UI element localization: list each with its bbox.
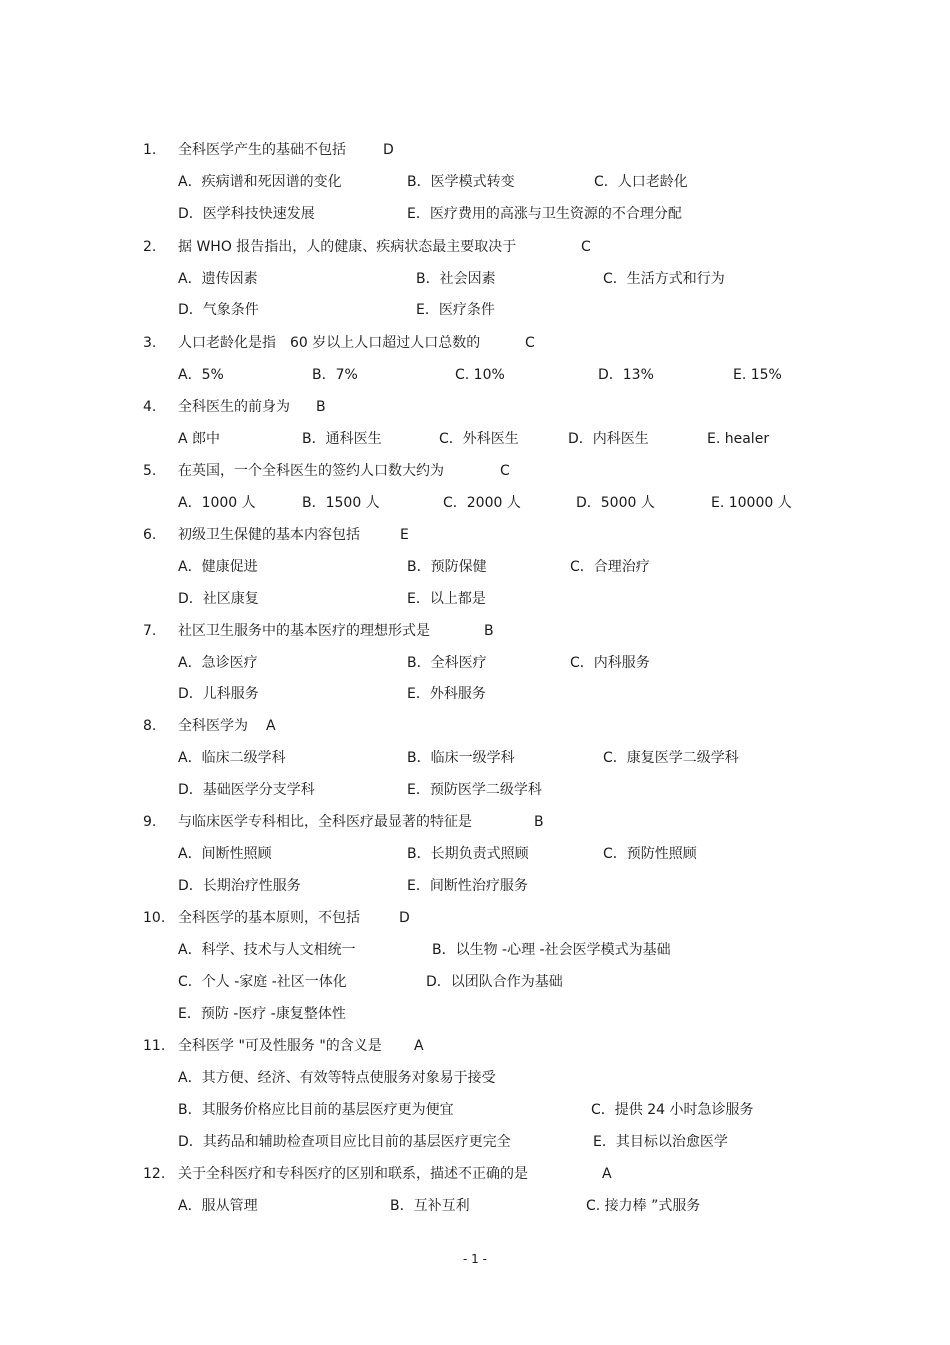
question-4 (0, 397, 950, 417)
answer-option: B．社会因素 (416, 271, 496, 287)
question-text: 全科医学 "可及性服务 "的含义是 (178, 1038, 382, 1054)
answer-option: C．合理治疗 (570, 559, 650, 575)
answer-option: D．以团队合作为基础 (426, 974, 563, 990)
question-number: 7. (143, 623, 157, 639)
answer-option: B．7% (312, 367, 358, 383)
question-number: 12. (143, 1166, 166, 1182)
question-12 (0, 1164, 950, 1184)
answer-option: A．间断性照顾 (178, 846, 272, 862)
question-number: 10. (143, 910, 166, 926)
answer-key: D (383, 142, 394, 158)
question-text: 全科医学产生的基础不包括 (178, 142, 346, 158)
question-3 (0, 333, 950, 353)
answer-key: B (484, 623, 494, 639)
answer-option: C．提供 24 小时急诊服务 (591, 1102, 754, 1118)
question-11 (0, 1036, 950, 1056)
answer-option: C．预防性照顾 (603, 846, 697, 862)
answer-option: A 郎中 (178, 431, 221, 447)
question-number: 11. (143, 1038, 166, 1054)
question-text: 全科医学的基本原则，不包括 (178, 910, 360, 926)
question-number: 3. (143, 335, 157, 351)
answer-option: E. 10000 人 (711, 495, 792, 511)
question-2 (0, 237, 950, 257)
question-text: 据 WHO 报告指出，人的健康、疾病状态最主要取决于 (178, 239, 517, 255)
answer-option: A．急诊医疗 (178, 655, 258, 671)
answer-option: A．其方便、经济、有效等特点使服务对象易于接受 (178, 1070, 496, 1086)
question-number: 9. (143, 814, 157, 830)
answer-option: D．其药品和辅助检查项目应比目前的基层医疗更完全 (178, 1134, 511, 1150)
answer-option: E．其目标以治愈医学 (593, 1134, 728, 1150)
answer-option: E．预防 -医疗 -康复整体性 (178, 1006, 346, 1022)
question-number: 6. (143, 527, 157, 543)
answer-option: E．医疗条件 (416, 302, 495, 318)
answer-option: A．疾病谱和死因谱的变化 (178, 174, 342, 190)
answer-option: B．全科医疗 (407, 655, 487, 671)
question-text: 社区卫生服务中的基本医疗的理想形式是 (178, 623, 430, 639)
answer-option: D．5000 人 (576, 495, 655, 511)
answer-key: A (602, 1166, 612, 1182)
answer-option: A．5% (178, 367, 224, 383)
answer-key: A (266, 718, 276, 734)
answer-key: C (581, 239, 591, 255)
answer-option: C. 接力棒 ”式服务 (586, 1198, 701, 1214)
answer-option: A．临床二级学科 (178, 750, 286, 766)
answer-option: C．个人 -家庭 -社区一体化 (178, 974, 347, 990)
answer-option: B．长期负责式照顾 (407, 846, 529, 862)
question-number: 1. (143, 142, 157, 158)
answer-option: A．服从管理 (178, 1198, 258, 1214)
answer-key: C (525, 335, 535, 351)
answer-option: D．13% (598, 367, 654, 383)
answer-option: B．预防保健 (407, 559, 487, 575)
question-text: 与临床医学专科相比，全科医疗最显著的特征是 (178, 814, 472, 830)
question-number: 4. (143, 399, 157, 415)
question-text: 在英国，一个全科医生的签约人口数大约为 (178, 463, 444, 479)
answer-option: C．康复医学二级学科 (603, 750, 739, 766)
answer-option: E．预防医学二级学科 (407, 782, 542, 798)
question-5 (0, 461, 950, 481)
answer-option: E．间断性治疗服务 (407, 878, 528, 894)
answer-option: C．人口老龄化 (594, 174, 688, 190)
answer-option: D．内科医生 (568, 431, 649, 447)
answer-option: B．其服务价格应比目前的基层医疗更为便宜 (178, 1102, 454, 1118)
answer-key: D (399, 910, 410, 926)
answer-option: B．通科医生 (302, 431, 382, 447)
question-9 (0, 812, 950, 832)
question-number: 2. (143, 239, 157, 255)
answer-option: B．医学模式转变 (407, 174, 515, 190)
answer-option: D．长期治疗性服务 (178, 878, 301, 894)
answer-option: A．1000 人 (178, 495, 256, 511)
answer-option: A．健康促进 (178, 559, 258, 575)
answer-option: E．以上都是 (407, 591, 486, 607)
question-text: 全科医学为 (178, 718, 248, 734)
answer-key: E (400, 527, 409, 543)
question-number: 5. (143, 463, 157, 479)
answer-option: B．互补互利 (390, 1198, 470, 1214)
page-number: - 1 - (463, 1252, 487, 1266)
answer-option: E．外科服务 (407, 686, 486, 702)
answer-key: A (414, 1038, 424, 1054)
answer-option: C．生活方式和行为 (603, 271, 725, 287)
answer-option: E．医疗费用的高涨与卫生资源的不合理分配 (407, 206, 682, 222)
answer-option: C．2000 人 (443, 495, 521, 511)
question-10 (0, 908, 950, 928)
question-text: 初级卫生保健的基本内容包括 (178, 527, 360, 543)
question-8 (0, 716, 950, 736)
answer-option: C．外科医生 (439, 431, 519, 447)
answer-option: A．科学、技术与人文相统一 (178, 942, 356, 958)
answer-option: C．内科服务 (570, 655, 650, 671)
answer-option: A．遗传因素 (178, 271, 258, 287)
question-6 (0, 525, 950, 545)
question-text: 人口老龄化是指 60 岁以上人口超过人口总数的 (178, 335, 481, 351)
answer-option: D．基础医学分支学科 (178, 782, 315, 798)
answer-option: E. healer (707, 431, 770, 447)
answer-option: D．社区康复 (178, 591, 259, 607)
answer-option: B．以生物 -心理 -社会医学模式为基础 (432, 942, 671, 958)
answer-option: D．气象条件 (178, 302, 259, 318)
question-text: 关于全科医疗和专科医疗的区别和联系，描述不正确的是 (178, 1166, 528, 1182)
answer-option: D．医学科技快速发展 (178, 206, 315, 222)
answer-key: B (534, 814, 544, 830)
answer-option: B．临床一级学科 (407, 750, 515, 766)
question-text: 全科医生的前身为 (178, 399, 290, 415)
question-number: 8. (143, 718, 157, 734)
answer-option: C. 10% (455, 367, 505, 383)
answer-option: E. 15% (733, 367, 782, 383)
answer-key: B (316, 399, 326, 415)
answer-option: D．儿科服务 (178, 686, 259, 702)
question-7 (0, 621, 950, 641)
answer-key: C (500, 463, 510, 479)
answer-option: B．1500 人 (302, 495, 380, 511)
question-1 (0, 140, 950, 160)
